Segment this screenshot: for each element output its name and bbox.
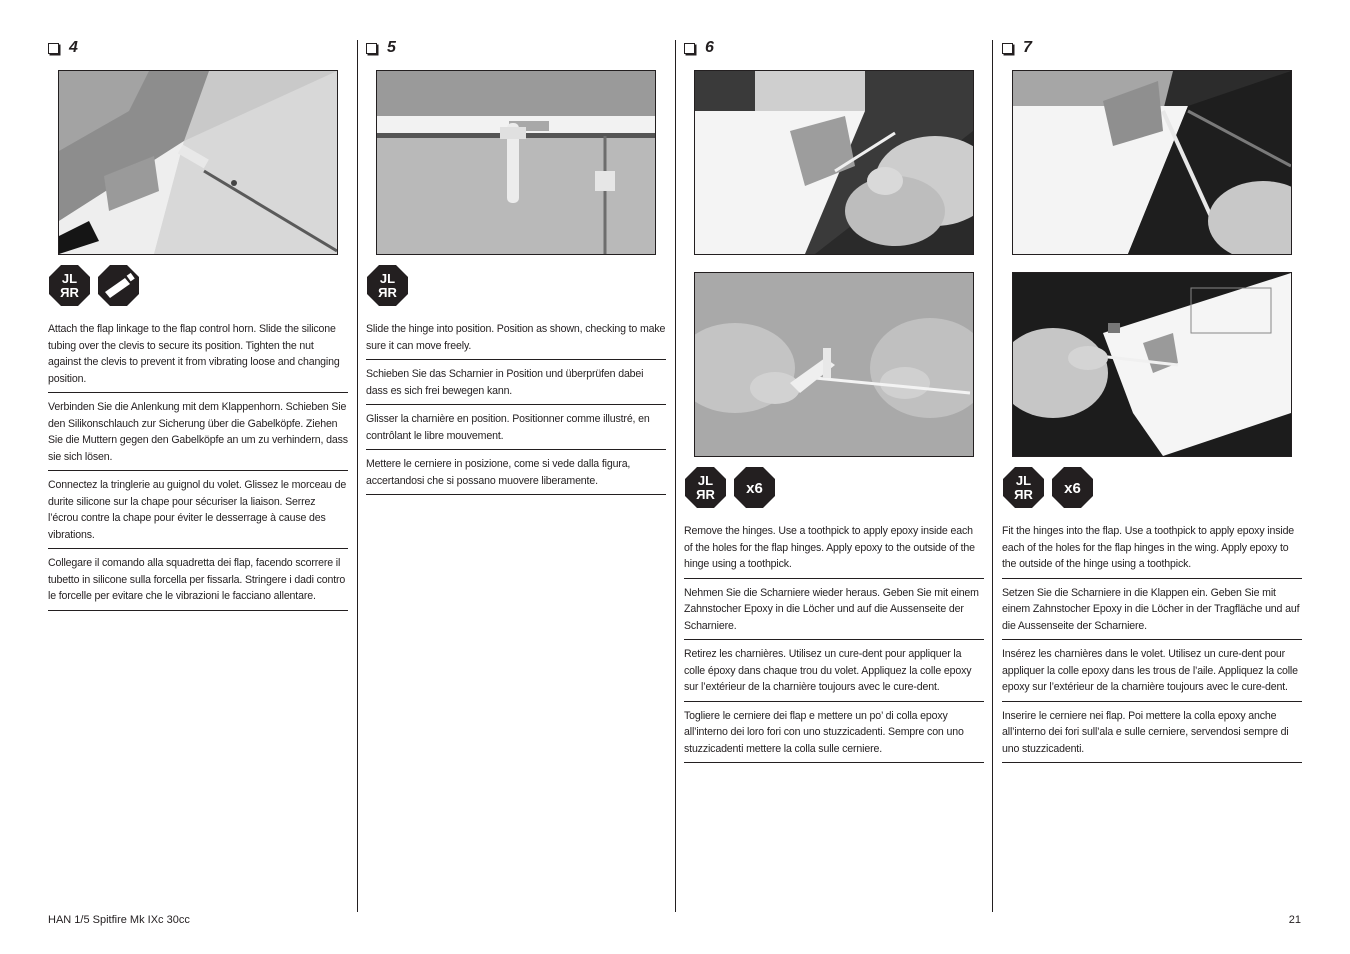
paragraph-french: Insérez les charnières dans le volet. Utilisez un cure-dent pour appliquer la colle epoxy dans les trous de l’aile. Appliquez la colle epoxy sur l’extérieur de la charnière toujours avec le cure-dent. [1002, 642, 1302, 702]
column-divider [992, 40, 993, 912]
step-checkbox[interactable] [1002, 43, 1013, 54]
step-header [684, 38, 714, 58]
step-photo [694, 70, 974, 255]
svg-text:JL: JL [1015, 473, 1032, 488]
svg-text:ЯR: ЯR [696, 487, 715, 502]
footer-page-number: 21 [1288, 914, 1301, 926]
step-checkbox[interactable] [684, 43, 695, 54]
paragraph-german: Setzen Sie die Scharniere in die Klappen ein. Geben Sie mit einem Zahnstocher Epoxy in die Löcher in der Tragfläche und auf die Aussenseite der Scharniere. [1002, 581, 1302, 641]
step-photo [694, 272, 974, 457]
paragraph-italian: Togliere le cerniere dei flap e mettere un po’ di colla epoxy all’interno dei loro fori con uno stuzzicadenti. Sempre con uno stuzzicadenti mettere la colla sulle cerniere. [684, 704, 984, 764]
paragraph-italian: Mettere le cerniere in posizione, come si vede dalla figura, accertandosi che si possano muovere liberamente. [366, 452, 666, 495]
step-photo [58, 70, 338, 255]
paragraph-german: Verbinden Sie die Anlenkung mit dem Klappenhorn. Schieben Sie den Silikonschlauch zur Sicherung über die Gabelköpfe. Ziehen Sie die Muttern gegen den Gabelköpfe an um zu verhindern, dass sie sich lösen. [48, 395, 348, 471]
step-checkbox[interactable] [48, 43, 59, 54]
paragraph-english: Fit the hinges into the flap. Use a toothpick to apply epoxy inside each of the holes for the flap hinges in the wing. Apply epoxy to the outside of the hinge using a toothpick. [1002, 519, 1302, 579]
footer-manual-title: HAN 1/5 Spitfire Mk IXc 30cc [48, 914, 190, 926]
paragraph-german: Schieben Sie das Scharnier in Position und überprüfen dabei dass es sich frei bewegen kann. [366, 362, 666, 405]
step-photo [376, 70, 656, 255]
step-icons [48, 264, 140, 307]
paragraph-english: Slide the hinge into position. Position as shown, checking to make sure it can move freely. [366, 317, 666, 360]
paragraph-french: Glisser la charnière en position. Positionner comme illustré, en contrôlant le libre mouvement. [366, 407, 666, 450]
paragraph-italian: Inserire le cerniere nei flap. Poi mettere la colla epoxy anche all’interno dei fori sull’ala e sulle cerniere, servendosi sempre di uno stuzzicadenti. [1002, 704, 1302, 764]
paragraph-french: Retirez les charnières. Utilisez un cure-dent pour appliquer la colle époxy dans chaque trou du volet. Appliquez la colle epoxy sur l’extérieur de la charnière toujours avec le cure-dent. [684, 642, 984, 702]
step-number: 5 [387, 39, 396, 56]
glue-tube-icon [97, 264, 140, 307]
repeat-badge-text: x6 [1064, 480, 1081, 497]
step-icons [1002, 466, 1094, 509]
step-number: 4 [69, 39, 78, 56]
step-photo [1012, 272, 1292, 457]
paragraph-italian: Collegare il comando alla squadretta dei flap, facendo scorrere il tubetto in silicone sulla forcella per fissarla. Stringere i dadi contro le forcelle per evitare che le vibrazioni le facciano allentare. [48, 551, 348, 611]
paragraph-english: Remove the hinges. Use a toothpick to apply epoxy inside each of the holes for the flap hinges. Apply epoxy to the outside of the hinge using a toothpick. [684, 519, 984, 579]
step-icons [684, 466, 776, 509]
step-text-block [366, 317, 666, 497]
repeat-badge-text: x6 [746, 480, 763, 497]
flip-plane-icon [684, 466, 727, 509]
svg-text:ЯR: ЯR [1014, 487, 1033, 502]
column-divider [357, 40, 358, 912]
repeat-x6-icon [733, 466, 776, 509]
step-text-block [684, 519, 984, 765]
flip-plane-icon [366, 264, 409, 307]
svg-text:JL: JL [697, 473, 714, 488]
paragraph-german: Nehmen Sie die Scharniere wieder heraus. Geben Sie mit einem Zahnstocher Epoxy in die Löcher und auf die Aussenseite der Scharniere. [684, 581, 984, 641]
step-photo [1012, 70, 1292, 255]
paragraph-english: Attach the flap linkage to the flap control horn. Slide the silicone tubing over the clevis to secure its position. Tighten the nut against the clevis to prevent it from vibrating loose and changing position. [48, 317, 348, 393]
flip-plane-icon [48, 264, 91, 307]
svg-text:ЯR: ЯR [60, 285, 79, 300]
repeat-x6-icon [1051, 466, 1094, 509]
step-text-block [48, 317, 348, 613]
flip-plane-icon [1002, 466, 1045, 509]
svg-text:JL: JL [61, 271, 78, 286]
svg-text:ЯR: ЯR [378, 285, 397, 300]
paragraph-french: Connectez la tringlerie au guignol du volet. Glissez le morceau de durite silicone sur la chape pour sécuriser la liaison. Serrez l’écrou contre la chape pour éviter le desserrage à cause des vibrations. [48, 473, 348, 549]
column-divider [675, 40, 676, 912]
step-header [48, 38, 78, 58]
step-number: 7 [1023, 39, 1032, 56]
step-text-block [1002, 519, 1302, 765]
step-header [1002, 38, 1032, 58]
step-number: 6 [705, 39, 714, 56]
svg-text:JL: JL [379, 271, 396, 286]
step-checkbox[interactable] [366, 43, 377, 54]
step-icons [366, 264, 409, 307]
step-header [366, 38, 396, 58]
